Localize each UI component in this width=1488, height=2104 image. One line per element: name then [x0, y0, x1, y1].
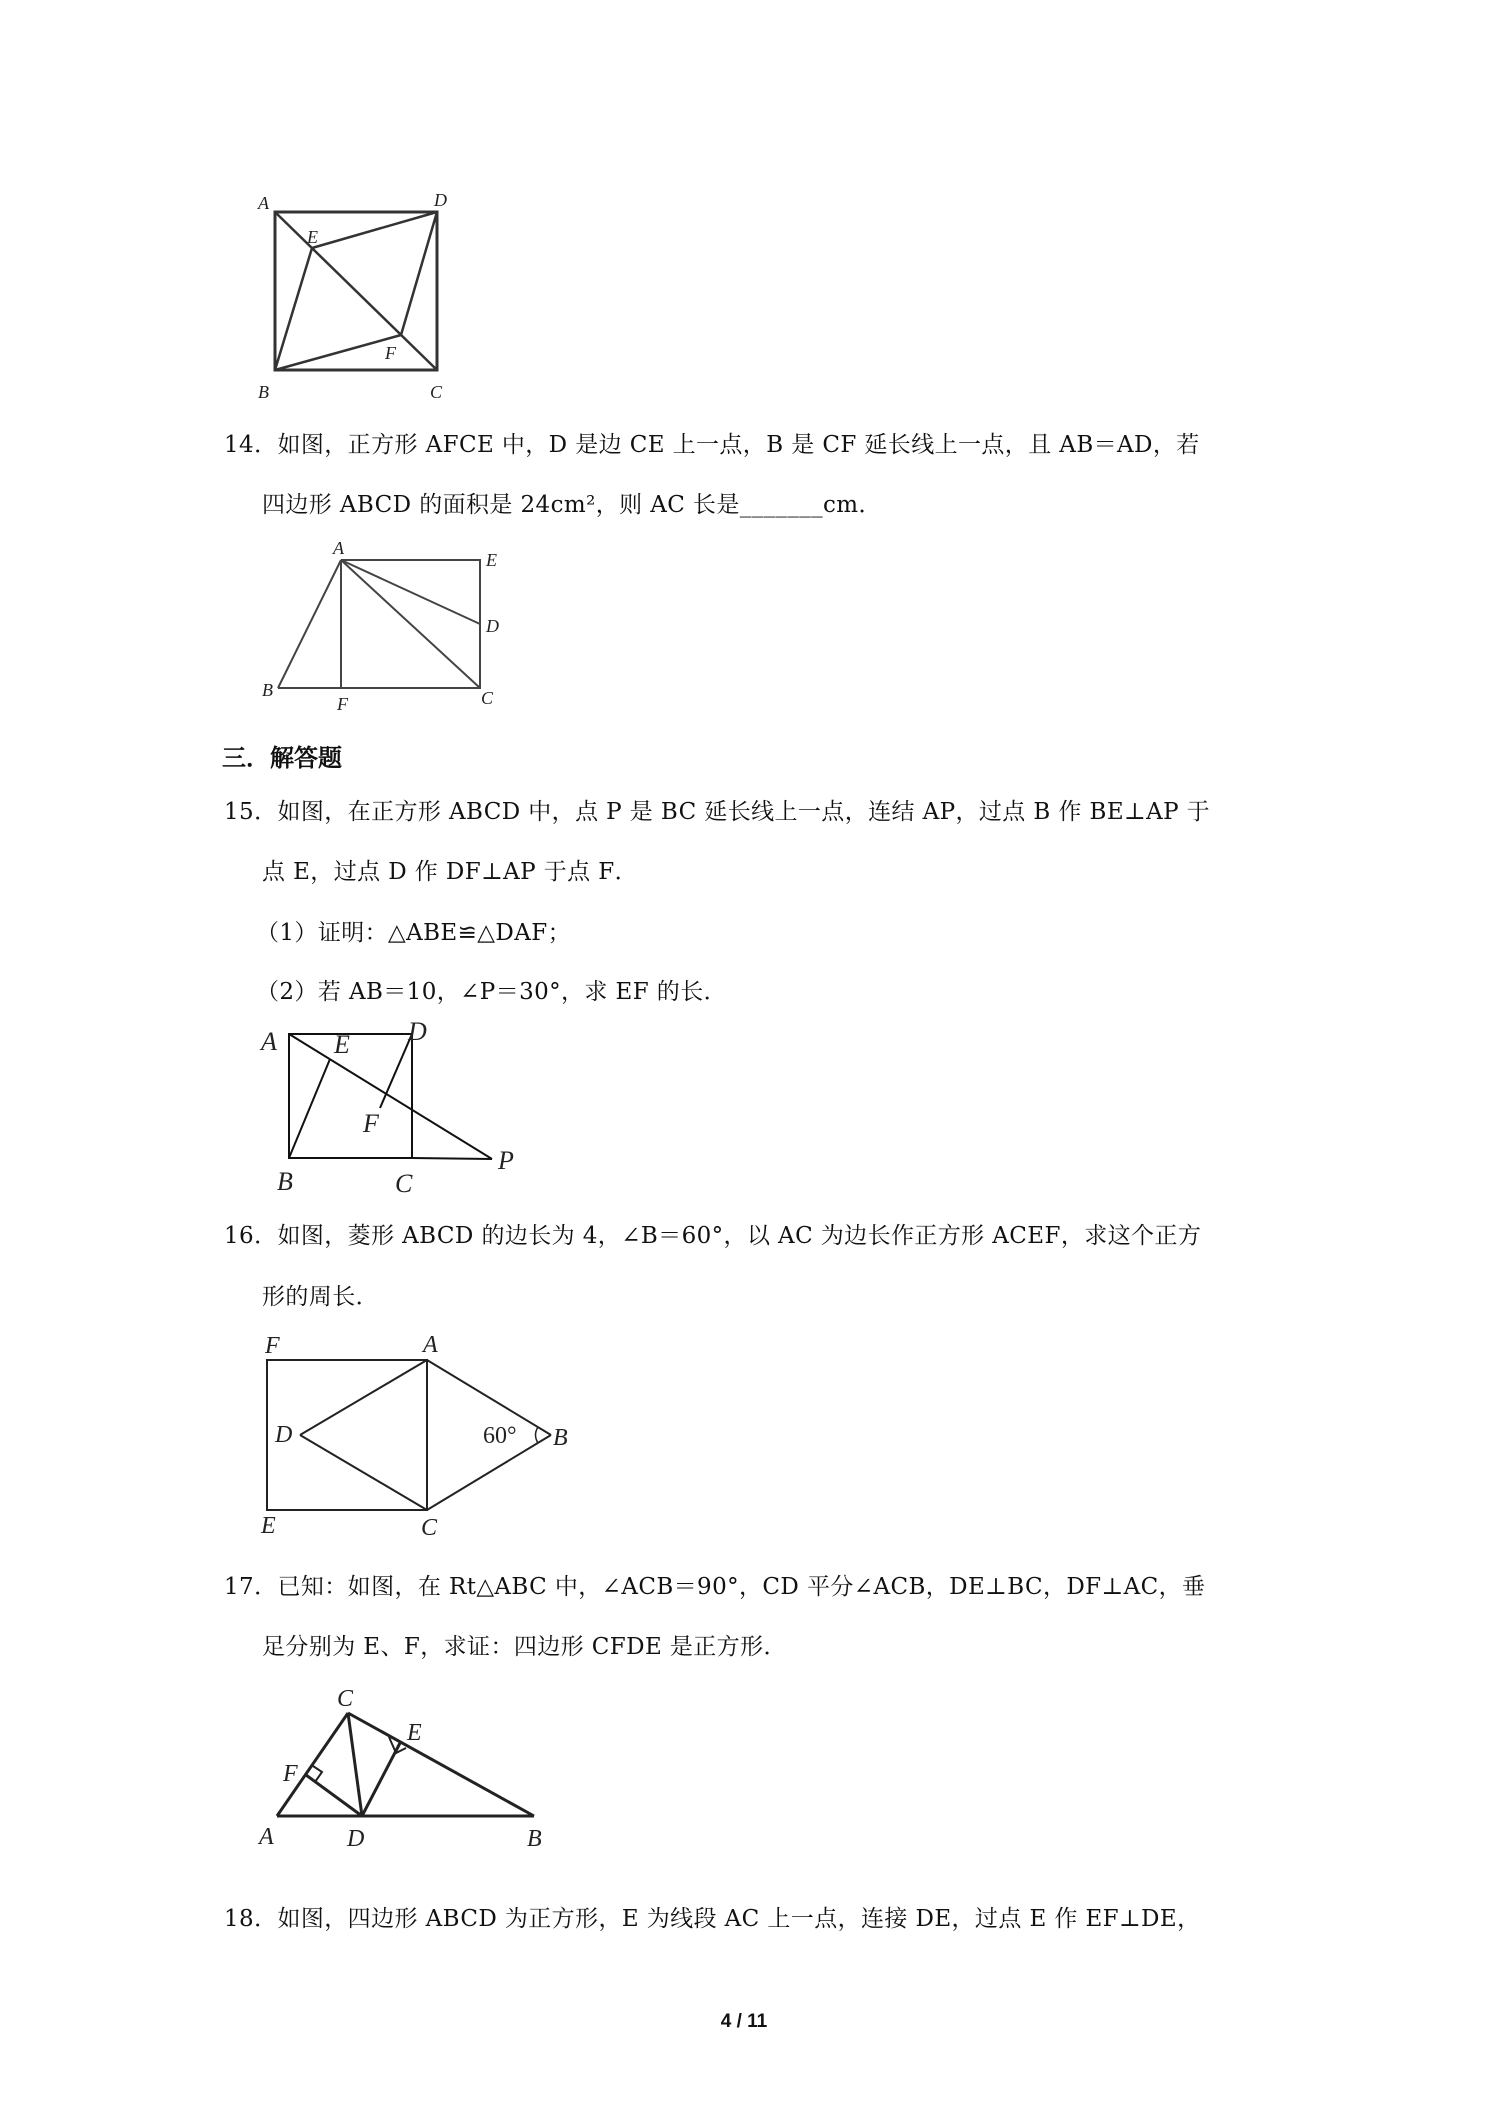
label-a: A	[261, 1027, 277, 1056]
segment-fd	[401, 212, 437, 335]
segment-de	[362, 1743, 400, 1816]
label-b: B	[262, 680, 273, 700]
figure-16-svg	[255, 1325, 585, 1541]
q17-line-1: 17．已知：如图，在 Rt△ABC 中，∠ACB＝90°，CD 平分∠ACB，DE⊥BC，DF⊥AC，垂	[224, 1574, 1206, 1600]
figure-13-svg	[255, 190, 455, 405]
label-b: B	[553, 1425, 568, 1451]
label-b: B	[527, 1826, 542, 1852]
segment-ed	[312, 212, 437, 248]
label-f: F	[265, 1333, 280, 1359]
label-f: F	[385, 343, 396, 363]
label-c: C	[481, 688, 494, 708]
angle-arc-b	[536, 1427, 539, 1443]
label-d: D	[275, 1422, 293, 1448]
q14-line-2: 四边形 ABCD 的面积是 24cm²，则 AC 长是_______cm．	[262, 492, 882, 518]
figure-square-abcd-ef	[255, 190, 455, 405]
segment-ac	[341, 560, 480, 688]
segment-cd	[348, 1713, 362, 1816]
q18-line-1: 18．如图，四边形 ABCD 为正方形，E 为线段 AC 上一点，连接 DE，过点 E 作 EF⊥DE，	[224, 1906, 1201, 1932]
segment-da	[300, 1360, 427, 1435]
label-d: D	[347, 1826, 365, 1852]
label-b: B	[258, 382, 269, 402]
figure-right-triangle	[255, 1680, 555, 1860]
label-d: D	[434, 190, 447, 210]
label-c: C	[395, 1169, 413, 1198]
section-title: 三．解答题	[222, 744, 342, 772]
label-c: C	[337, 1686, 354, 1712]
q16-line-1: 16．如图，菱形 ABCD 的边长为 4，∠B＝60°，以 AC 为边长作正方形 ACEF，求这个正方	[224, 1223, 1202, 1249]
label-a: A	[259, 1824, 274, 1850]
label-d: D	[486, 616, 499, 636]
label-e: E	[486, 550, 497, 570]
label-c: C	[421, 1515, 438, 1541]
q15-part-1: （1）证明：△ABE≌△DAF；	[256, 920, 571, 946]
q14-line-1: 14．如图，正方形 AFCE 中，D 是边 CE 上一点，B 是 CF 延长线上一点，且 AB＝AD，若	[224, 432, 1200, 458]
segment-eb	[275, 248, 312, 370]
segment-ap	[289, 1034, 492, 1159]
q15-line-2: 点 E，过点 D 作 DF⊥AP 于点 F．	[262, 859, 638, 885]
label-a: A	[423, 1332, 438, 1358]
label-c: C	[430, 382, 443, 402]
segment-be	[289, 1059, 330, 1158]
label-angle-60: 60°	[483, 1423, 517, 1449]
segment-fb	[275, 335, 401, 370]
label-e: E	[261, 1513, 276, 1539]
figure-square-afce	[258, 538, 508, 713]
figure-15-svg	[255, 1017, 535, 1205]
page-number: 4 / 11	[720, 2011, 768, 2032]
label-e: E	[334, 1030, 350, 1059]
label-e: E	[407, 1720, 422, 1746]
label-f: F	[337, 694, 348, 714]
segment-cb	[348, 1713, 534, 1816]
label-b: B	[277, 1167, 293, 1196]
figure-square-abcd-p	[255, 1017, 535, 1205]
segment-cp	[412, 1158, 492, 1159]
q16-line-2: 形的周长．	[262, 1284, 379, 1310]
label-f: F	[363, 1109, 379, 1138]
figure-14-svg	[258, 538, 508, 713]
label-d: D	[408, 1017, 427, 1046]
figure-rhombus-square	[255, 1325, 585, 1541]
label-p: P	[498, 1146, 514, 1175]
label-a: A	[258, 193, 269, 213]
segment-ab	[278, 560, 341, 688]
square-abcd	[289, 1034, 412, 1158]
label-f: F	[283, 1761, 298, 1787]
label-a: A	[333, 538, 344, 558]
q15-part-2: （2）若 AB＝10，∠P＝30°，求 EF 的长．	[256, 979, 728, 1005]
segment-ad	[341, 560, 480, 624]
segment-dc	[300, 1435, 427, 1510]
q15-line-1: 15．如图，在正方形 ABCD 中，点 P 是 BC 延长线上一点，连结 AP，过点 B 作 BE⊥AP 于	[224, 799, 1211, 825]
figure-17-svg	[255, 1680, 555, 1860]
q17-line-2: 足分别为 E、F，求证：四边形 CFDE 是正方形．	[262, 1634, 787, 1660]
label-e: E	[307, 227, 318, 247]
